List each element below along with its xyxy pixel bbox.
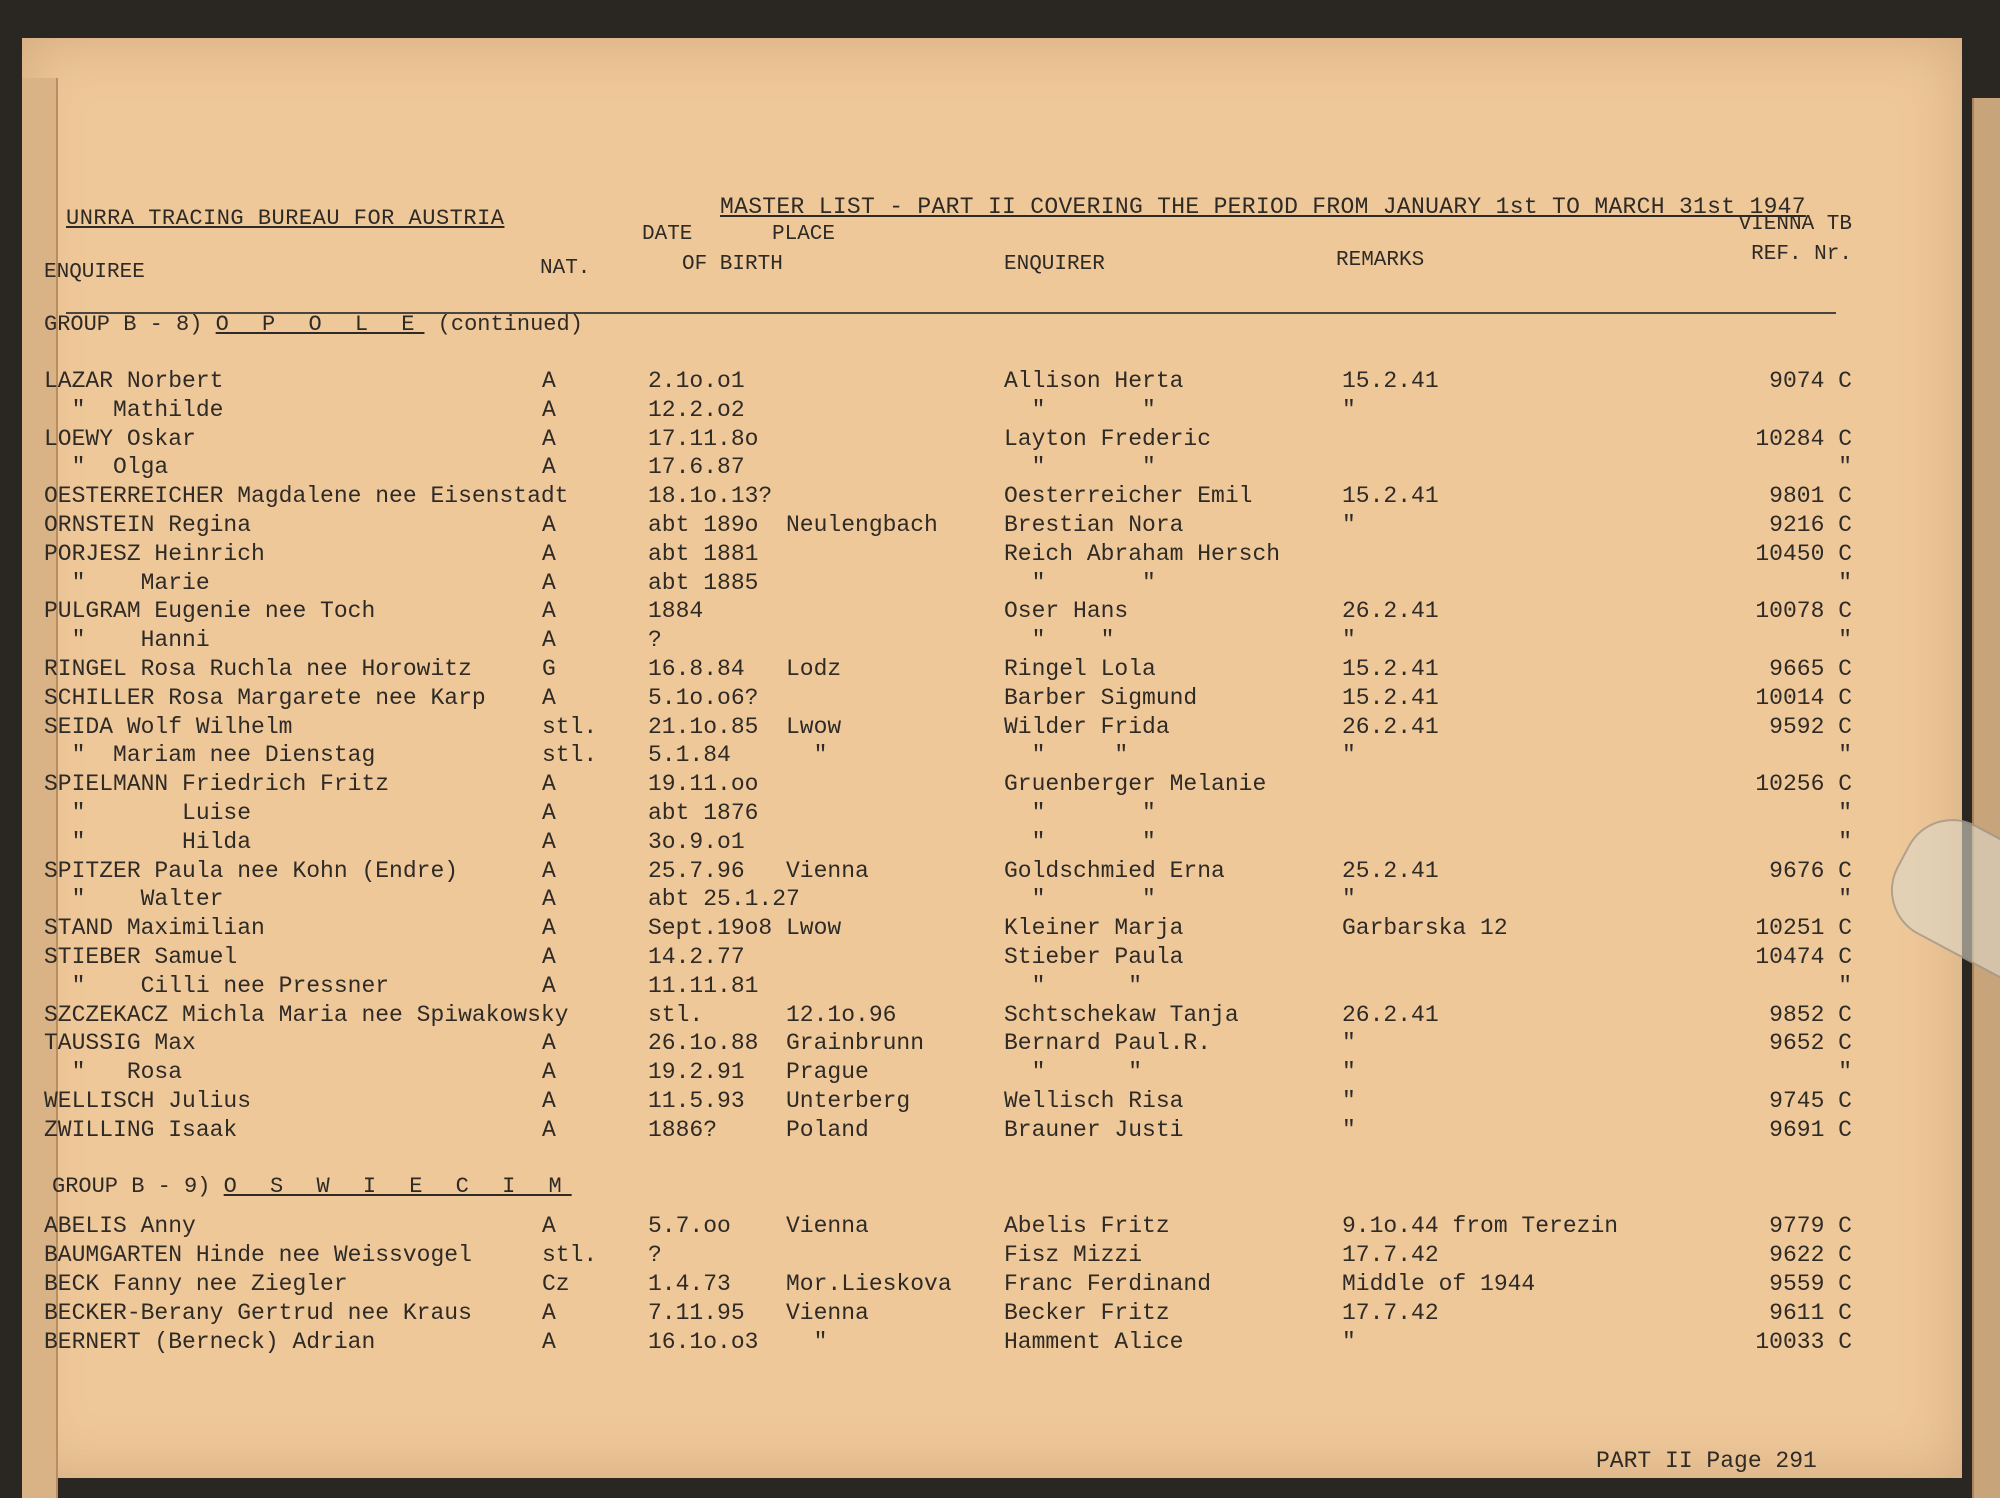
reference-cell: ": [1838, 800, 1852, 826]
nationality-cell: A: [542, 972, 556, 999]
table-row: [22, 656, 1962, 685]
enquirer-cell: Goldschmied Erna: [1004, 857, 1225, 884]
nationality-cell: A: [542, 857, 556, 884]
reference-cell: 9611 C: [1769, 1300, 1852, 1326]
nationality-cell: A: [542, 800, 556, 826]
enquirer-cell: " ": [1004, 742, 1129, 769]
reference-cell: 9801 C: [1769, 483, 1852, 510]
enquiree-cell: BERNERT (Berneck) Adrian: [44, 1329, 376, 1355]
reference-cell: 9622 C: [1769, 1242, 1852, 1268]
page-edge: [1972, 98, 2000, 1498]
nationality-cell: A: [542, 598, 556, 625]
reference-cell: 10450 C: [1755, 540, 1852, 567]
table-row: [22, 570, 1962, 599]
nationality-cell: A: [542, 1329, 556, 1355]
enquiree-cell: " Hilda: [44, 828, 252, 855]
group-place: O P O L E: [215, 312, 425, 337]
enquirer-cell: Oser Hans: [1004, 598, 1129, 625]
col-of-birth: OF BIRTH: [682, 253, 783, 276]
enquiree-cell: ORNSTEIN Regina: [44, 512, 252, 538]
reference-cell: 9852 C: [1769, 1001, 1852, 1028]
birth-place-cell: Prague: [786, 1059, 869, 1086]
enquirer-cell: Abelis Fritz: [1004, 1213, 1170, 1239]
remarks-cell: ": [1342, 1329, 1356, 1355]
birth-place-cell: Lodz: [786, 656, 842, 682]
birth-place-cell: Vienna: [786, 1300, 869, 1326]
group-place: O S W I E C I M: [223, 1174, 572, 1199]
nationality-cell: stl.: [542, 713, 598, 740]
enquiree-cell: " Hanni: [44, 627, 210, 654]
enquirer-cell: Bernard Paul.R.: [1004, 1030, 1212, 1057]
enquirer-cell: " ": [1004, 972, 1143, 999]
birth-date-cell: 5.1o.o6?: [648, 684, 759, 711]
enquiree-cell: LOEWY Oskar: [44, 425, 196, 452]
reference-cell: 9691 C: [1769, 1116, 1852, 1143]
birth-place-cell: Unterberg: [786, 1088, 911, 1114]
birth-date-cell: stl.: [648, 1001, 704, 1028]
nationality-cell: A: [542, 627, 556, 654]
enquiree-cell: SPITZER Paula nee Kohn (Endre): [44, 857, 459, 884]
enquirer-cell: Ringel Lola: [1004, 656, 1156, 682]
nationality-cell: A: [542, 1116, 556, 1143]
birth-place-cell: Grainbrunn: [786, 1030, 925, 1057]
table-row: [22, 915, 1962, 944]
enquirer-cell: Gruenberger Melanie: [1004, 771, 1267, 798]
table-row: [22, 1300, 1962, 1329]
group-heading-opole: [44, 312, 583, 337]
table-row: [22, 426, 1962, 455]
enquiree-cell: SCHILLER Rosa Margarete nee Karp: [44, 684, 486, 711]
col-enquirer: ENQUIRER: [1004, 253, 1105, 276]
table-row: [22, 1030, 1962, 1059]
table-row: [22, 742, 1962, 771]
birth-date-cell: 26.1o.88: [648, 1030, 759, 1057]
enquirer-cell: " ": [1004, 454, 1156, 481]
enquirer-cell: Oesterreicher Emil: [1004, 483, 1253, 510]
nationality-cell: A: [542, 915, 556, 942]
reference-cell: 9652 C: [1769, 1030, 1852, 1057]
remarks-cell: 17.7.42: [1342, 1242, 1439, 1268]
table-row: [22, 1088, 1962, 1117]
enquirer-cell: Wellisch Risa: [1004, 1088, 1184, 1114]
table-row: [22, 858, 1962, 887]
enquiree-cell: " Cilli nee Pressner: [44, 972, 390, 999]
birth-date-cell: 21.1o.85: [648, 713, 759, 740]
nationality-cell: stl.: [542, 1242, 598, 1268]
nationality-cell: A: [542, 1300, 556, 1326]
reference-cell: 10078 C: [1755, 598, 1852, 625]
reference-cell: 10251 C: [1755, 915, 1852, 942]
birth-place-cell: Neulengbach: [786, 512, 938, 538]
remarks-cell: 15.2.41: [1342, 368, 1439, 394]
reference-cell: 10256 C: [1755, 771, 1852, 798]
birth-date-cell: 12.2.o2: [648, 396, 745, 423]
enquirer-cell: Fisz Mizzi: [1004, 1242, 1143, 1268]
table-row: [22, 397, 1962, 426]
remarks-cell: ": [1342, 627, 1356, 654]
enquirer-cell: Franc Ferdinand: [1004, 1271, 1212, 1297]
remarks-cell: 26.2.41: [1342, 713, 1439, 740]
birth-place-cell: Lwow: [786, 915, 842, 942]
reference-cell: 9592 C: [1769, 713, 1852, 740]
bureau-title: UNRRA TRACING BUREAU FOR AUSTRIA: [66, 206, 505, 231]
col-enquiree: ENQUIREE: [44, 261, 145, 284]
group-prefix: GROUP B - 8): [44, 312, 203, 337]
birth-date-cell: 16.1o.o3: [648, 1329, 759, 1355]
reference-cell: 9074 C: [1769, 368, 1852, 394]
enquiree-cell: ZWILLING Isaak: [44, 1116, 238, 1143]
nationality-cell: A: [542, 886, 556, 913]
birth-date-cell: abt 1876: [648, 800, 759, 826]
nationality-cell: A: [542, 512, 556, 538]
table-row: [22, 886, 1962, 915]
reference-cell: ": [1838, 569, 1852, 596]
enquirer-cell: " ": [1004, 800, 1156, 826]
remarks-cell: 17.7.42: [1342, 1300, 1439, 1326]
enquirer-cell: Barber Sigmund: [1004, 684, 1198, 711]
table-row: [22, 944, 1962, 973]
birth-date-cell: 19.11.oo: [648, 771, 759, 798]
birth-date-cell: 1884: [648, 598, 704, 625]
enquirer-cell: " ": [1004, 828, 1156, 855]
ledger-page: [22, 38, 1962, 1478]
remarks-cell: ": [1342, 1088, 1356, 1114]
enquirer-cell: Becker Fritz: [1004, 1300, 1170, 1326]
table-row: [22, 1002, 1962, 1031]
master-list-title: MASTER LIST - PART II COVERING THE PERIOD FROM JANUARY 1st TO MARCH 31st 1947: [720, 194, 1806, 220]
enquirer-cell: Allison Herta: [1004, 368, 1184, 394]
nationality-cell: A: [542, 540, 556, 567]
enquiree-cell: BAUMGARTEN Hinde nee Weissvogel: [44, 1242, 472, 1268]
remarks-cell: 15.2.41: [1342, 483, 1439, 510]
enquiree-cell: " Rosa: [44, 1059, 183, 1086]
enquiree-cell: " Walter: [44, 886, 224, 913]
group-prefix: GROUP B - 9): [52, 1174, 211, 1199]
remarks-cell: ": [1342, 742, 1356, 769]
birth-date-cell: 1886?: [648, 1116, 718, 1143]
birth-date-cell: 19.2.91: [648, 1059, 745, 1086]
table-row: [22, 685, 1962, 714]
birth-date-cell: 5.7.oo: [648, 1213, 731, 1239]
table-row: [22, 483, 1962, 512]
birth-date-cell: 11.11.81: [648, 972, 759, 999]
table-row: [22, 800, 1962, 829]
birth-date-cell: 1.4.73: [648, 1271, 731, 1297]
enquiree-cell: WELLISCH Julius: [44, 1088, 252, 1114]
reference-cell: 10033 C: [1755, 1329, 1852, 1355]
nationality-cell: A: [542, 1059, 556, 1086]
enquiree-cell: STIEBER Samuel: [44, 944, 238, 970]
enquiree-cell: BECK Fanny nee Ziegler: [44, 1271, 348, 1297]
table-row: [22, 714, 1962, 743]
birth-date-cell: abt 1885: [648, 569, 759, 596]
reference-cell: 9665 C: [1769, 656, 1852, 682]
enquiree-cell: SEIDA Wolf Wilhelm: [44, 713, 293, 740]
nationality-cell: stl.: [542, 742, 598, 769]
nationality-cell: A: [542, 944, 556, 970]
enquiree-cell: ABELIS Anny: [44, 1213, 196, 1239]
remarks-cell: ": [1342, 396, 1356, 423]
enquirer-cell: Schtschekaw Tanja: [1004, 1001, 1239, 1028]
reference-cell: ": [1838, 742, 1852, 769]
remarks-cell: 15.2.41: [1342, 684, 1439, 711]
birth-date-cell: 17.11.8o: [648, 425, 759, 452]
nationality-cell: A: [542, 425, 556, 452]
table-row: [22, 1242, 1962, 1271]
birth-date-cell: Sept.19o8: [648, 915, 773, 942]
enquiree-cell: " Marie: [44, 569, 210, 596]
birth-place-cell: ": [786, 742, 828, 769]
birth-date-cell: 14.2.77: [648, 944, 745, 970]
enquirer-cell: Stieber Paula: [1004, 944, 1184, 970]
enquiree-cell: SZCZEKACZ Michla Maria nee Spiwakowsky: [44, 1001, 569, 1028]
birth-date-cell: 25.7.96: [648, 857, 745, 884]
birth-date-cell: 7.11.95: [648, 1300, 745, 1326]
enquiree-cell: " Luise: [44, 800, 252, 826]
enquirer-cell: " ": [1004, 569, 1156, 596]
nationality-cell: Cz: [542, 1271, 570, 1297]
enquiree-cell: " Olga: [44, 454, 169, 481]
birth-place-cell: Mor.Lieskova: [786, 1271, 952, 1297]
birth-place-cell: ": [786, 1329, 828, 1355]
enquiree-cell: " Mathilde: [44, 396, 224, 423]
enquirer-cell: Brestian Nora: [1004, 512, 1184, 538]
birth-date-cell: 18.1o.13?: [648, 483, 773, 510]
table-row: [22, 368, 1962, 397]
nationality-cell: A: [542, 684, 556, 711]
reference-cell: 10014 C: [1755, 684, 1852, 711]
table-row: [22, 512, 1962, 541]
birth-place-cell: Poland: [786, 1116, 869, 1143]
remarks-cell: ": [1342, 512, 1356, 538]
enquirer-cell: Kleiner Marja: [1004, 915, 1184, 942]
remarks-cell: ": [1342, 1059, 1356, 1086]
remarks-cell: 26.2.41: [1342, 598, 1439, 625]
birth-place-cell: 12.1o.96: [786, 1001, 897, 1028]
birth-date-cell: 3o.9.o1: [648, 828, 745, 855]
nationality-cell: A: [542, 1088, 556, 1114]
birth-date-cell: abt 189o: [648, 512, 759, 538]
nationality-cell: A: [542, 454, 556, 481]
reference-cell: 9559 C: [1769, 1271, 1852, 1297]
table-row: [22, 1059, 1962, 1088]
enquiree-cell: SPIELMANN Friedrich Fritz: [44, 771, 390, 798]
table-row: [22, 973, 1962, 1002]
table-row: [22, 1117, 1962, 1146]
enquirer-cell: Layton Frederic: [1004, 425, 1212, 452]
enquiree-cell: PORJESZ Heinrich: [44, 540, 265, 567]
nationality-cell: A: [542, 1213, 556, 1239]
enquirer-cell: " ": [1004, 396, 1156, 423]
nationality-cell: G: [542, 656, 556, 682]
reference-cell: ": [1838, 627, 1852, 654]
enquirer-cell: " ": [1004, 1059, 1143, 1086]
birth-date-cell: abt 25.1.27: [648, 886, 800, 913]
col-remarks: REMARKS: [1336, 249, 1425, 272]
birth-place-cell: Lwow: [786, 713, 842, 740]
remarks-cell: 25.2.41: [1342, 857, 1439, 884]
reference-cell: 9676 C: [1769, 857, 1852, 884]
col-nat: NAT.: [540, 257, 591, 280]
remarks-cell: 15.2.41: [1342, 656, 1439, 682]
page-number: PART II Page 291: [1596, 1448, 1817, 1474]
enquiree-cell: OESTERREICHER Magdalene nee Eisenstadt: [44, 483, 569, 510]
birth-date-cell: 11.5.93: [648, 1088, 745, 1114]
nationality-cell: A: [542, 569, 556, 596]
reference-cell: ": [1838, 972, 1852, 999]
table-row: [22, 829, 1962, 858]
reference-cell: 9745 C: [1769, 1088, 1852, 1114]
reference-cell: ": [1838, 886, 1852, 913]
table-row: [22, 454, 1962, 483]
group-suffix: (continued): [437, 312, 583, 337]
nationality-cell: A: [542, 368, 556, 394]
birth-date-cell: 16.8.84: [648, 656, 745, 682]
reference-cell: ": [1838, 1059, 1852, 1086]
birth-date-cell: ?: [648, 1242, 662, 1268]
remarks-cell: Garbarska 12: [1342, 915, 1508, 942]
reference-cell: ": [1838, 828, 1852, 855]
nationality-cell: A: [542, 771, 556, 798]
remarks-cell: Middle of 1944: [1342, 1271, 1536, 1297]
birth-date-cell: 17.6.87: [648, 454, 745, 481]
table-row: [22, 771, 1962, 800]
table-row: [22, 1271, 1962, 1300]
enquiree-cell: STAND Maximilian: [44, 915, 265, 942]
remarks-cell: ": [1342, 1030, 1356, 1057]
nationality-cell: A: [542, 828, 556, 855]
remarks-cell: 26.2.41: [1342, 1001, 1439, 1028]
enquirer-cell: " ": [1004, 886, 1156, 913]
enquirer-cell: Hamment Alice: [1004, 1329, 1184, 1355]
reference-cell: 9216 C: [1769, 512, 1852, 538]
table-row: [22, 1213, 1962, 1242]
remarks-cell: ": [1342, 886, 1356, 913]
enquiree-cell: TAUSSIG Max: [44, 1030, 196, 1057]
remarks-cell: ": [1342, 1116, 1356, 1143]
nationality-cell: A: [542, 396, 556, 423]
reference-cell: ": [1838, 454, 1852, 481]
enquiree-cell: RINGEL Rosa Ruchla nee Horowitz: [44, 656, 472, 682]
table-row: [22, 1329, 1962, 1358]
enquirer-cell: Brauner Justi: [1004, 1116, 1184, 1143]
reference-cell: 10284 C: [1755, 425, 1852, 452]
enquiree-cell: PULGRAM Eugenie nee Toch: [44, 598, 376, 625]
enquirer-cell: " ": [1004, 627, 1115, 654]
birth-date-cell: 5.1.84: [648, 742, 731, 769]
group-heading-oswiecim: [52, 1174, 572, 1199]
enquiree-cell: " Mariam nee Dienstag: [44, 742, 376, 769]
birth-place-cell: Vienna: [786, 857, 869, 884]
col-ref-2: REF. Nr.: [1751, 243, 1852, 266]
enquiree-cell: BECKER-Berany Gertrud nee Kraus: [44, 1300, 472, 1326]
enquiree-cell: LAZAR Norbert: [44, 368, 224, 394]
reference-cell: 9779 C: [1769, 1213, 1852, 1239]
enquirer-cell: Wilder Frida: [1004, 713, 1170, 740]
table-row: [22, 541, 1962, 570]
remarks-cell: 9.1o.44 from Terezin: [1342, 1213, 1619, 1239]
table-row: [22, 598, 1962, 627]
enquirer-cell: Reich Abraham Hersch: [1004, 540, 1281, 567]
birth-date-cell: ?: [648, 627, 662, 654]
col-date: DATE: [642, 223, 693, 246]
col-place: PLACE: [772, 223, 836, 246]
birth-date-cell: 2.1o.o1: [648, 368, 745, 394]
col-ref-1: VIENNA TB: [1738, 213, 1852, 236]
reference-cell: 10474 C: [1755, 944, 1852, 970]
birth-date-cell: abt 1881: [648, 540, 759, 567]
nationality-cell: A: [542, 1030, 556, 1057]
table-row: [22, 627, 1962, 656]
birth-place-cell: Vienna: [786, 1213, 869, 1239]
